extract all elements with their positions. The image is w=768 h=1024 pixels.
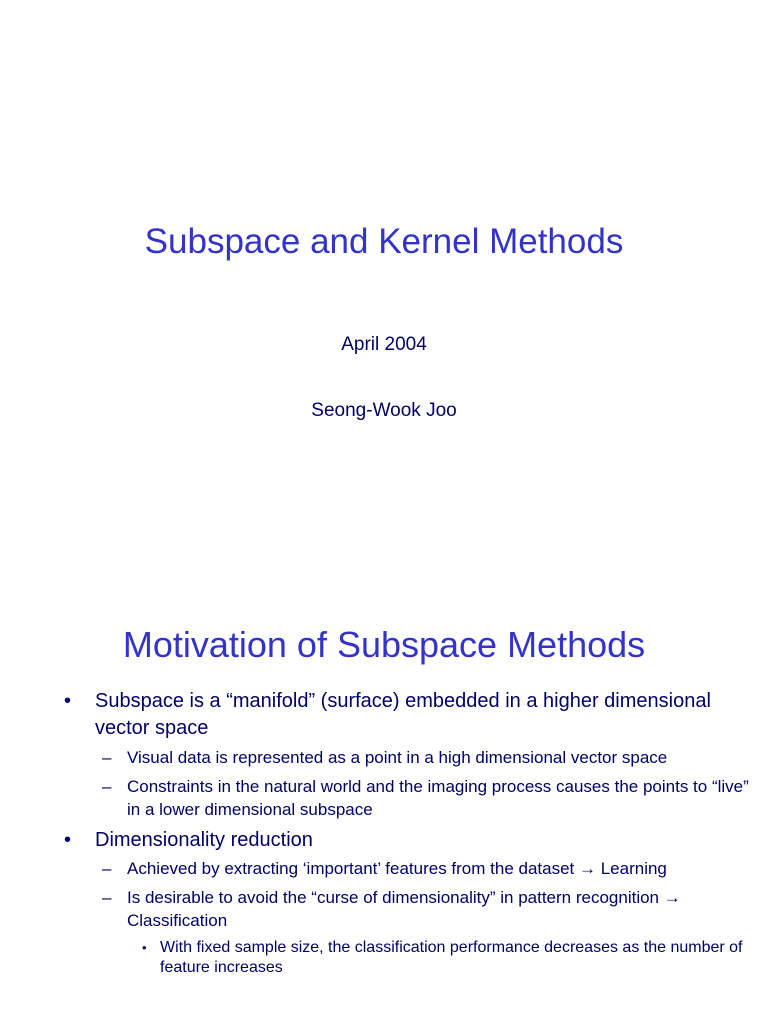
bullet-list xyxy=(60,688,750,978)
sub-sub-bullet-item xyxy=(60,938,750,978)
presentation-date: April 2004 xyxy=(341,334,427,355)
bullet-item xyxy=(60,827,750,854)
dash-marker: – xyxy=(102,748,112,767)
slide-title: Subspace and Kernel Methods xyxy=(144,222,624,261)
bullet-text: Subspace is a “manifold” (surface) embedded in a higher dimensional vector space xyxy=(95,690,711,739)
bullet-text: Dimensionality reduction xyxy=(95,829,313,851)
sub-bullet-text: Visual data is represented as a point in a high dimensional vector space xyxy=(127,748,668,767)
sub-sub-bullet-text: With fixed sample size, the classification performance decreases as the number of feature increases xyxy=(160,939,743,976)
dash-marker: – xyxy=(102,859,112,878)
slide-title: Motivation of Subspace Methods xyxy=(122,624,646,665)
sub-bullet-text: Achieved by extracting ‘important’ features from the dataset → Learning xyxy=(127,859,667,878)
sub-bullet-text: Constraints in the natural world and the imaging process causes the points to “live” in a lower dimensional subspace xyxy=(127,777,749,819)
bullet-marker: • xyxy=(64,829,72,851)
bullet-marker: • xyxy=(64,690,72,712)
sub-bullet-text: Is desirable to avoid the “curse of dimensionality” in pattern recognition → Classification xyxy=(127,888,681,930)
sub-bullet-item xyxy=(60,775,750,821)
bullet-item xyxy=(60,688,750,742)
sub-bullet-item xyxy=(60,857,750,880)
dash-marker: – xyxy=(102,777,112,796)
author-name: Seong-Wook Joo xyxy=(311,400,457,421)
small-bullet-marker: • xyxy=(142,940,147,955)
sub-bullet-item xyxy=(60,886,750,932)
dash-marker: – xyxy=(102,888,112,907)
sub-bullet-item xyxy=(60,746,750,769)
